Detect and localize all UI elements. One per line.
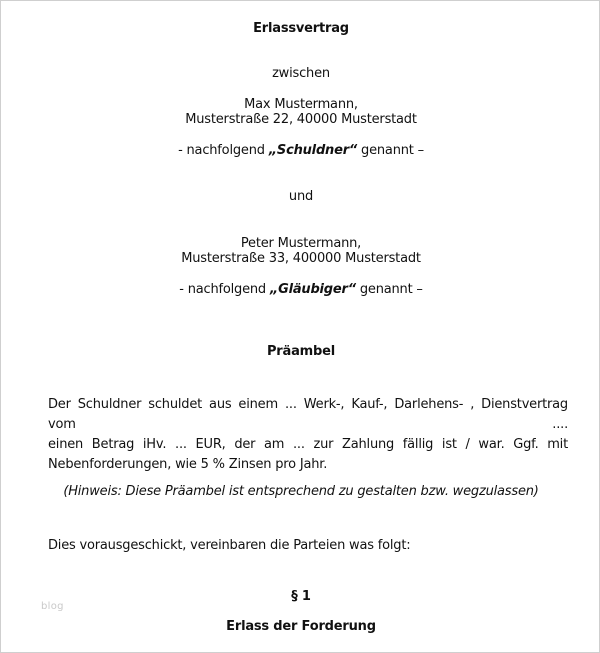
preamble-line: Nebenforderungen, wie 5 % Zinsen pro Jahr. [48, 457, 328, 472]
debtor-designation-term: „Schuldner“ [268, 143, 358, 158]
preamble-heading: Präambel [266, 344, 335, 359]
debtor-designation-suffix: genannt – [357, 143, 424, 158]
creditor-name: Peter Mustermann, [240, 236, 362, 251]
watermark: blog [41, 601, 64, 612]
agreement-intro: Dies vorausgeschickt, vereinbaren die Parteien was folgt: [48, 538, 411, 553]
section-title: Erlass der Forderung [226, 619, 376, 634]
between-label: zwischen [272, 66, 330, 81]
preamble-line: Der Schuldner schuldet aus einem ... Werk-, Kauf-, Darlehens- , Dienstvertrag vom .... [48, 397, 568, 432]
creditor-designation-term: „Gläubiger“ [269, 282, 356, 297]
creditor-designation-prefix: - nachfolgend [179, 282, 270, 297]
preamble-note: (Hinweis: Diese Präambel ist entsprechend zu gestalten bzw. wegzulassen) [63, 484, 539, 499]
and-label: und [288, 189, 314, 204]
section-number: § 1 [291, 589, 311, 604]
debtor-address: Musterstraße 22, 40000 Musterstadt [185, 112, 417, 127]
creditor-address: Musterstraße 33, 400000 Musterstadt [181, 251, 421, 266]
preamble-paragraph [48, 395, 568, 475]
preamble-line: einen Betrag iHv. ... EUR, der am ... zur Zahlung fällig ist / war. Ggf. mit [48, 437, 568, 452]
debtor-designation [1, 143, 600, 159]
creditor-designation-suffix: genannt – [355, 282, 423, 297]
debtor-name: Max Mustermann, [244, 97, 358, 112]
document-title: Erlassvertrag [253, 21, 349, 36]
creditor-designation [1, 282, 600, 298]
debtor-designation-prefix: - nachfolgend [178, 143, 269, 158]
